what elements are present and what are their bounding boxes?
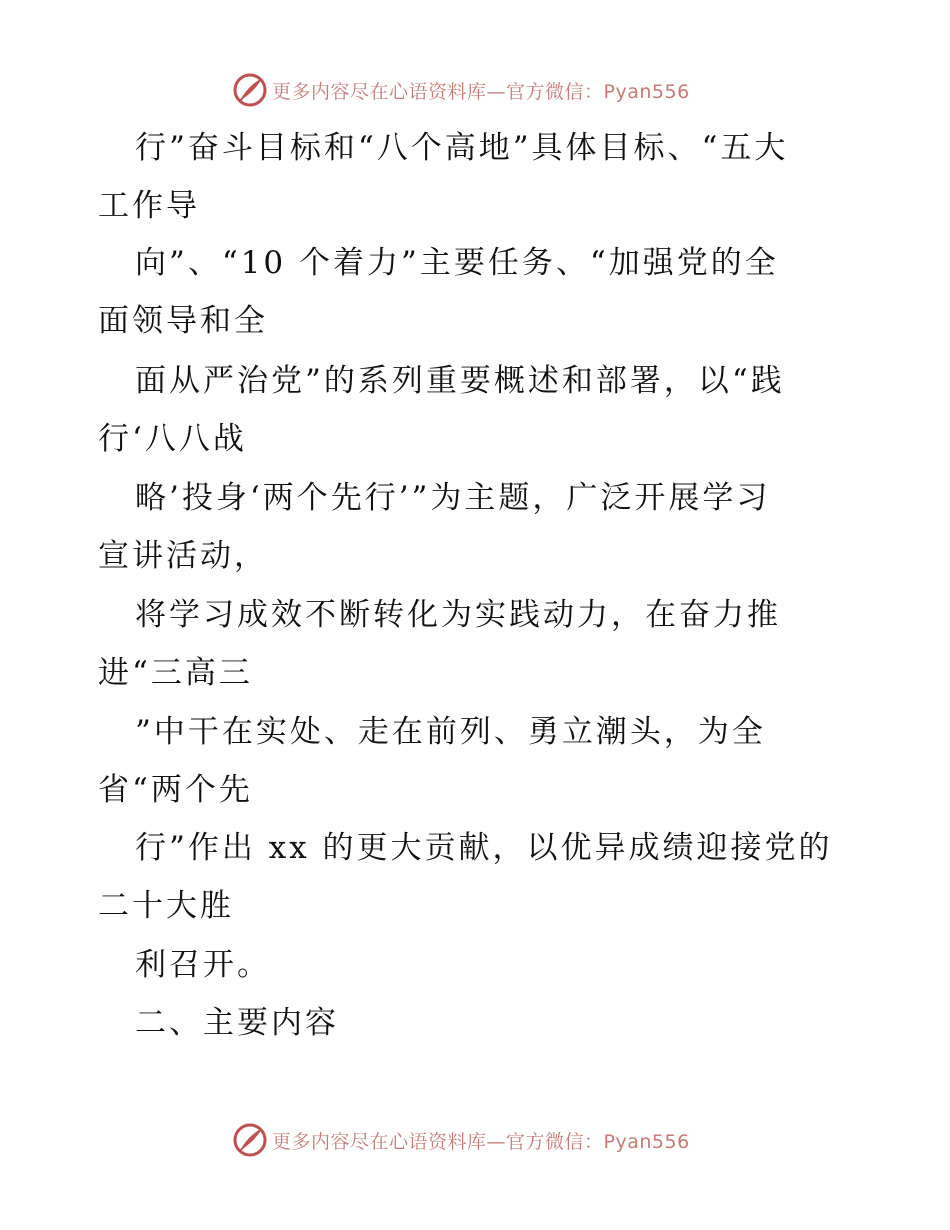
text-line: 利召开。 bbox=[135, 947, 271, 983]
header-banner-text: 更多内容尽在心语资料库—官方微信：Pyan556 bbox=[272, 80, 690, 103]
text-line: 宣讲活动， bbox=[98, 538, 268, 574]
text-line: 将学习成效不断转化为实践动力，在奋力推 bbox=[135, 597, 781, 633]
text-line: 省“两个先 bbox=[98, 772, 253, 808]
text-line: 向”、“10 个着力”主要任务、“加强党的全 bbox=[135, 245, 779, 281]
text-line: ”中干在实处、走在前列、勇立潮头，为全 bbox=[135, 714, 766, 750]
text-line: 二十大胜 bbox=[98, 888, 234, 924]
text-line: 面从严治党”的系列重要概述和部署，以“践 bbox=[135, 363, 785, 399]
footer-banner-text: 更多内容尽在心语资料库—官方微信：Pyan556 bbox=[272, 1130, 690, 1153]
text-line: 进“三高三 bbox=[98, 655, 253, 691]
quill-logo-icon bbox=[232, 1122, 268, 1158]
text-line: 行‘八八战 bbox=[98, 421, 247, 457]
text-line: 行”作出 xx 的更大贡献，以优异成绩迎接党的 bbox=[135, 830, 833, 866]
section-heading: 二、主要内容 bbox=[135, 1005, 339, 1041]
text-line: 面领导和全 bbox=[98, 303, 268, 339]
quill-logo-icon bbox=[232, 72, 268, 108]
text-line: 行”奋斗目标和“八个高地”具体目标、“五大 bbox=[135, 130, 789, 166]
text-line: 工作导 bbox=[98, 188, 200, 224]
text-line: 略’投身‘两个先行’”为主题，广泛开展学习 bbox=[135, 480, 771, 516]
header-watermark-banner bbox=[232, 70, 712, 110]
footer-watermark-banner bbox=[232, 1120, 712, 1160]
